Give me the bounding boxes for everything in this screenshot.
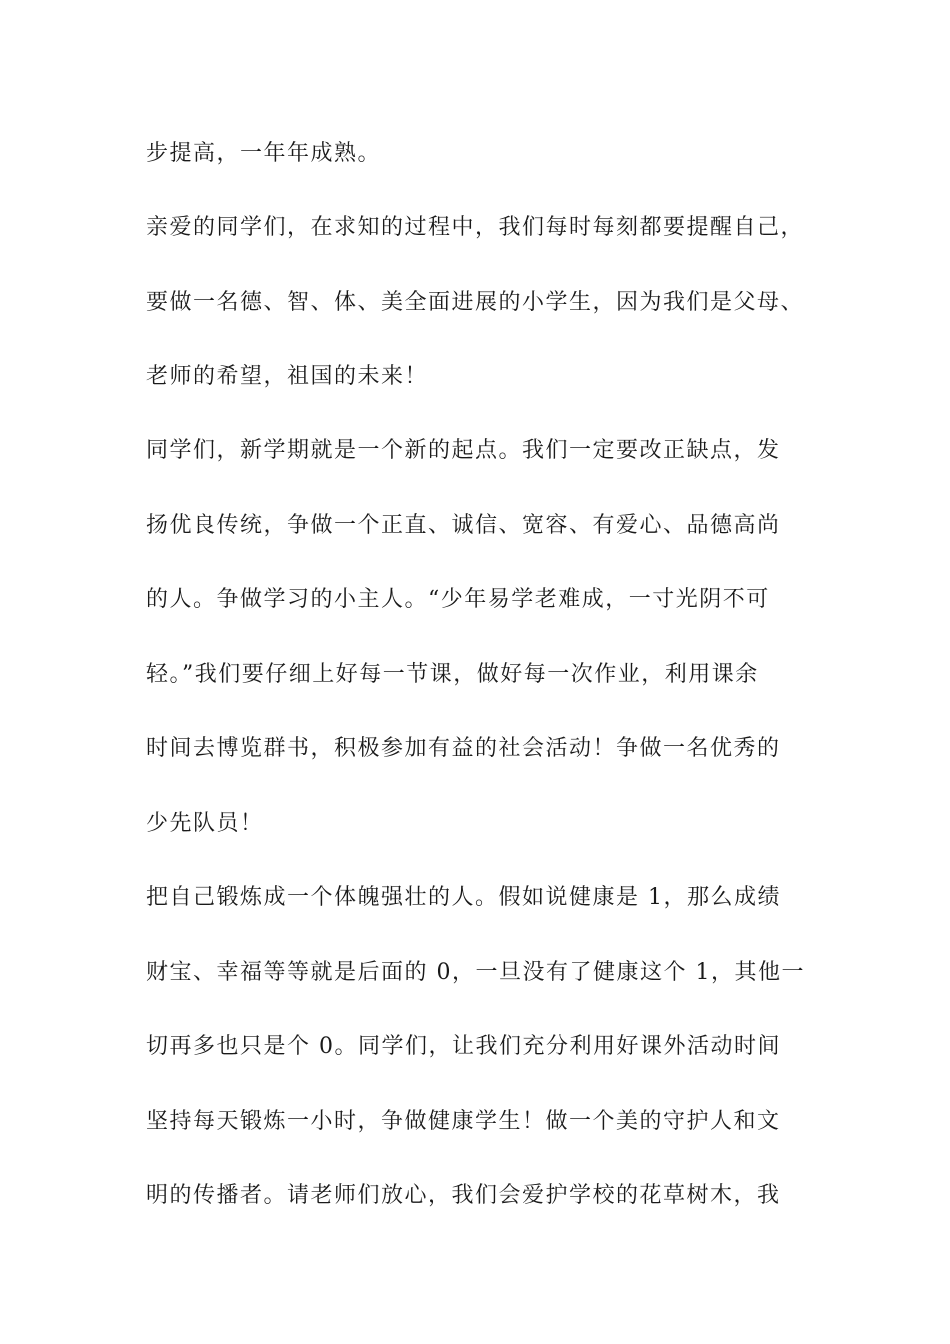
text-line: 老师的希望，祖国的未来！ — [146, 364, 429, 389]
text-line: 时间去博览群书，积极参加有益的社会活动！争做一名优秀的 — [146, 736, 781, 761]
text-line: 切再多也只是个 0。同学们，让我们充分利用好课外活动时间 — [146, 1034, 781, 1059]
text-line: 少先队员！ — [146, 811, 264, 836]
text-line: 亲爱的同学们，在求知的过程中，我们每时每刻都要提醒自己， — [146, 215, 805, 240]
text-line: 把自己锻炼成一个体魄强壮的人。假如说健康是 1，那么成绩 — [146, 885, 781, 910]
text-line: 坚持每天锻炼一小时，争做健康学生！做一个美的守护人和文 — [146, 1109, 781, 1134]
text-line: 明的传播者。请老师们放心，我们会爱护学校的花草树木，我 — [146, 1183, 781, 1208]
text-line: 财宝、幸福等等就是后面的 0，一旦没有了健康这个 1，其他一 — [146, 960, 805, 985]
text-line: 轻。”我们要仔细上好每一节课，做好每一次作业，利用课余 — [146, 662, 759, 687]
text-line: 的人。争做学习的小主人。“少年易学老难成，一寸光阴不可 — [146, 587, 770, 612]
text-line: 同学们，新学期就是一个新的起点。我们一定要改正缺点，发 — [146, 438, 781, 463]
text-line: 步提高，一年年成熟。 — [146, 141, 382, 166]
text-line: 要做一名德、智、体、美全面进展的小学生，因为我们是父母、 — [146, 290, 805, 315]
text-line: 扬优良传统，争做一个正直、诚信、宽容、有爱心、品德高尚 — [146, 513, 781, 538]
